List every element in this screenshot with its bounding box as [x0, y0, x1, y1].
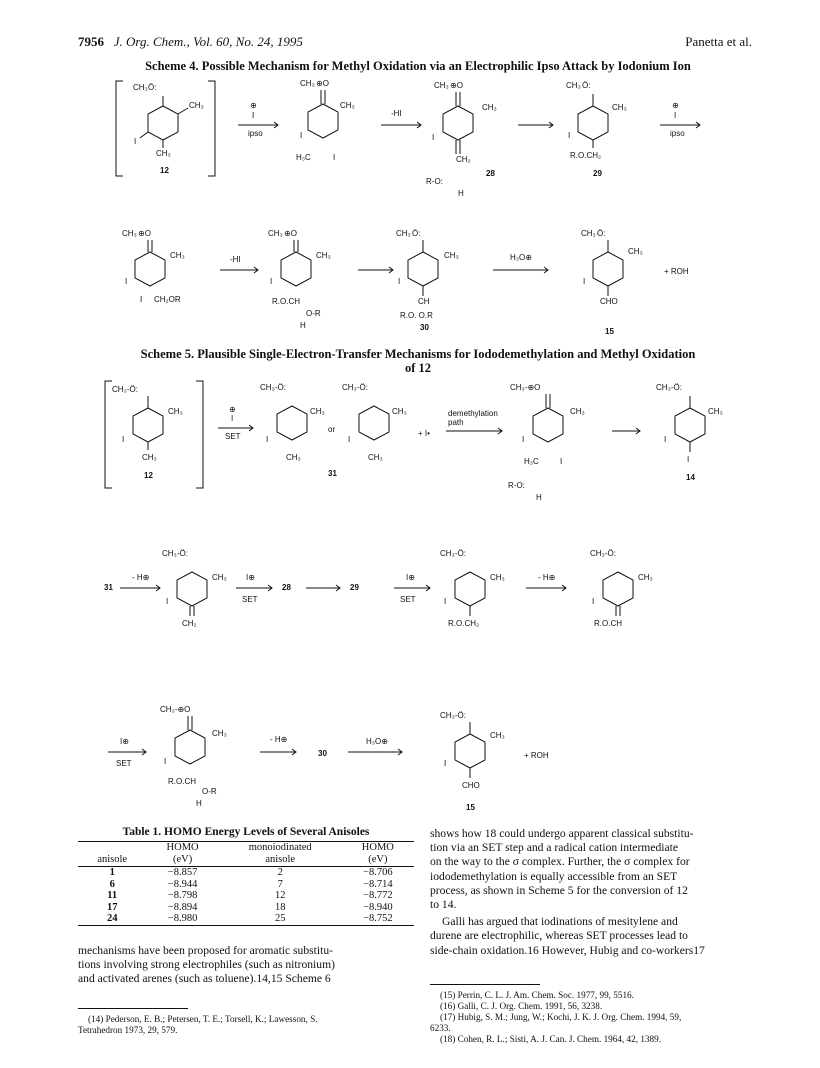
- svg-text:O-R: O-R: [202, 787, 217, 796]
- svg-text:I: I: [166, 597, 169, 606]
- svg-text:I: I: [270, 277, 273, 286]
- svg-text:CH₃: CH₃: [212, 729, 227, 738]
- svg-text:R.O.CH₂: R.O.CH₂: [570, 151, 602, 160]
- svg-text:CH₃: CH₃: [570, 407, 585, 416]
- svg-text:+ ROH: + ROH: [524, 751, 549, 760]
- svg-text:I: I: [300, 131, 303, 140]
- scheme5-compound-15: [440, 711, 505, 812]
- svg-text:H₃C: H₃C: [296, 153, 311, 162]
- svg-text:CH₂OR: CH₂OR: [154, 295, 181, 304]
- table1-title: Table 1. HOMO Energy Levels of Several Anisoles: [122, 826, 370, 838]
- svg-text:or: or: [328, 425, 336, 434]
- svg-text:CH₃: CH₃: [133, 83, 148, 92]
- scheme4-compound-29: [566, 81, 627, 178]
- svg-text:I: I: [674, 111, 677, 120]
- svg-text:CH₃: CH₃: [310, 407, 325, 416]
- svg-text:CH₃-Ö:: CH₃-Ö:: [590, 549, 616, 558]
- page-header: [78, 34, 303, 50]
- svg-text:31: 31: [328, 469, 337, 478]
- col-anisole-h1: [78, 842, 146, 854]
- scheme4-oxocarbenium: [268, 229, 331, 330]
- footnote-rule-right: [430, 984, 540, 985]
- svg-text:CH₃-Ö:: CH₃-Ö:: [342, 383, 368, 392]
- svg-text:I⊕: I⊕: [246, 573, 255, 582]
- svg-text:- H⊕: - H⊕: [270, 735, 288, 744]
- svg-text:12: 12: [160, 166, 169, 175]
- scheme5-oxocarbenium: [160, 705, 227, 808]
- svg-text:I: I: [444, 597, 447, 606]
- page-number: 7956: [78, 34, 104, 49]
- svg-text:I: I: [231, 414, 234, 423]
- svg-text:CH₃: CH₃: [628, 247, 643, 256]
- svg-text:R.O.CH: R.O.CH: [272, 297, 300, 306]
- col-mono-h1: monoiodinated: [248, 842, 312, 853]
- scheme5-oxidized-radical-cation: [440, 549, 505, 628]
- svg-text:I: I: [444, 759, 447, 768]
- svg-text:28: 28: [282, 583, 291, 592]
- footnote-rule-left: [78, 1008, 188, 1009]
- svg-text:CH₃-Ö:: CH₃-Ö:: [112, 385, 138, 394]
- svg-text:CH₃: CH₃: [444, 251, 459, 260]
- svg-text:CH₃-⊕O: CH₃-⊕O: [510, 383, 541, 392]
- svg-text:⊕O: ⊕O: [316, 79, 329, 88]
- scheme4-title: Scheme 4. Possible Mechanism for Methyl Oxidation via an Electrophilic Ipso Attack by Iodonium Ion: [145, 59, 691, 73]
- svg-text:CH₃: CH₃: [340, 101, 355, 110]
- right-column-text: shows how 18 could undergo apparent classical substitu- tion via an SET step and a radical cation intermediate on the way to the σ complex. Further, the σ complex for iododemethylation is equally accessible from an SET process, as shown in Scheme 5 for the conversion of 12 to 14. Galli has argued that iodinations of mesitylene and durene are electrophilic, whereas SET processes lead to side-chain oxidation.16 However, Hubig and co-workers17: [430, 827, 705, 957]
- svg-text:Ö:: Ö:: [582, 81, 591, 90]
- svg-text:CH₂: CH₂: [182, 619, 197, 628]
- svg-text:CH₃: CH₃: [434, 81, 449, 90]
- svg-text:CH₃: CH₃: [638, 573, 653, 582]
- scheme4-diagram: [78, 76, 758, 346]
- svg-text:CH₃-Ö:: CH₃-Ö:: [656, 383, 682, 392]
- svg-text:R.O. O.R: R.O. O.R: [400, 311, 433, 320]
- svg-text:I: I: [664, 435, 667, 444]
- footnotes-right: (15) Perrin, C. L. J. Am. Chem. Soc. 1977, 99, 5516. (16) Galli, C. J. Org. Chem. 1991, 56, 3238. (17) Hubig, S. M.; Jung, W.; Kochi, J. K. J. Org. Chem. 1994, 59, 6233. (18) Cohen, R. L.; Sisti, A. J. Can. J. Chem. 1964, 42, 1389.: [430, 990, 682, 1044]
- svg-text:CH₃: CH₃: [300, 79, 315, 88]
- scheme4-compound-28: [426, 81, 497, 198]
- svg-text:H: H: [536, 493, 542, 502]
- journal-citation: J. Org. Chem., Vol. 60, No. 24, 1995: [113, 34, 303, 49]
- svg-text:⊕: ⊕: [672, 101, 679, 110]
- svg-text:I: I: [568, 131, 571, 140]
- svg-text:CH₂: CH₂: [456, 155, 471, 164]
- svg-text:I: I: [266, 435, 269, 444]
- svg-text:CH₃: CH₃: [268, 229, 283, 238]
- scheme5-benzyl-radical: [162, 549, 227, 628]
- svg-text:29: 29: [593, 169, 602, 178]
- svg-text:I⊕: I⊕: [406, 573, 415, 582]
- table1-grid: [78, 842, 414, 926]
- svg-text:CH₃-Ö:: CH₃-Ö:: [162, 549, 188, 558]
- svg-text:H: H: [196, 799, 202, 808]
- svg-text:CH₃: CH₃: [612, 103, 627, 112]
- svg-text:R-O:: R-O:: [426, 177, 443, 186]
- svg-text:28: 28: [486, 169, 495, 178]
- table-row: 6 −8.944 7 −8.714: [109, 878, 393, 890]
- svg-text:path: path: [448, 418, 464, 427]
- scheme5-diagram: [78, 376, 758, 816]
- col-homo: (eV): [172, 854, 193, 865]
- scheme5-title: Scheme 5. Plausible Single-Electron-Transfer Mechanisms for Iododemethylation and Methyl Oxidation of 12: [140, 347, 696, 375]
- svg-text:CHO: CHO: [600, 297, 618, 306]
- scheme4-sigma-complex: [296, 79, 355, 162]
- svg-text:SET: SET: [116, 759, 132, 768]
- table-row: 24 −8.980 25 −8.752: [106, 913, 393, 924]
- scheme4-compound-15: [581, 229, 643, 336]
- svg-text:I: I: [134, 137, 137, 146]
- scheme4-compound-12: [133, 83, 204, 175]
- svg-text:CH₃: CH₃: [168, 407, 183, 416]
- svg-text:R.O.CH₂: R.O.CH₂: [448, 619, 480, 628]
- svg-text:I: I: [333, 153, 336, 162]
- svg-text:R.O.CH: R.O.CH: [168, 777, 196, 786]
- svg-text:CH₃: CH₃: [156, 149, 171, 158]
- svg-text:CH₃: CH₃: [482, 103, 497, 112]
- svg-text:⊕: ⊕: [229, 405, 236, 414]
- table-row: 17 −8.894 18 −8.940: [106, 901, 393, 913]
- scheme5-radical-cation-a: [260, 383, 325, 462]
- table-row: 11 −8.798 12 −8.772: [107, 890, 393, 901]
- left-column-text: mechanisms have been proposed for aromatic substitu- tions involving strong electrophiles (such as nitronium) and activated arenes (such as toluene).14,15 Scheme 6: [78, 944, 335, 986]
- svg-text:Ö:: Ö:: [597, 229, 606, 238]
- scheme4-compound-30: [396, 229, 459, 332]
- svg-text:14: 14: [686, 473, 695, 482]
- scheme5-compound-12: [112, 385, 183, 480]
- svg-text:CHO: CHO: [462, 781, 480, 790]
- svg-text:CH₃: CH₃: [490, 731, 505, 740]
- svg-text:Ö:: Ö:: [148, 83, 157, 92]
- svg-text:CH₃: CH₃: [212, 573, 227, 582]
- svg-text:30: 30: [420, 323, 429, 332]
- svg-text:12: 12: [144, 471, 153, 480]
- svg-text:30: 30: [318, 749, 327, 758]
- svg-text:31: 31: [104, 583, 113, 592]
- svg-text:H: H: [458, 189, 464, 198]
- svg-text:ipso: ipso: [670, 129, 685, 138]
- svg-text:⊕: ⊕: [250, 101, 257, 110]
- svg-text:R-O:: R-O:: [508, 481, 525, 490]
- svg-text:CH₃: CH₃: [581, 229, 596, 238]
- svg-text:+ ROH: + ROH: [664, 267, 689, 276]
- svg-text:⊕O: ⊕O: [450, 81, 463, 90]
- col-homo2-h1: HOMO: [361, 842, 394, 853]
- svg-text:CH₃: CH₃: [122, 229, 137, 238]
- svg-text:CH₃-Ö:: CH₃-Ö:: [260, 383, 286, 392]
- svg-text:15: 15: [466, 803, 475, 812]
- footnotes-left: (14) Pederson, E. B.; Petersen, T. E.; Torsell, K.; Lawesson, S. Tetrahedron 1973, 29, 579.: [78, 1014, 318, 1035]
- svg-text:- H⊕: - H⊕: [538, 573, 556, 582]
- running-authors: Panetta et al.: [685, 34, 752, 49]
- svg-text:H₃O⊕: H₃O⊕: [366, 737, 388, 746]
- svg-text:CH₃-⊕O: CH₃-⊕O: [160, 705, 191, 714]
- svg-text:CH₃: CH₃: [396, 229, 411, 238]
- svg-text:H: H: [300, 321, 306, 330]
- svg-text:SET: SET: [242, 595, 258, 604]
- svg-text:CH₃: CH₃: [708, 407, 723, 416]
- svg-text:⊕O: ⊕O: [138, 229, 151, 238]
- table1: [78, 826, 414, 926]
- svg-text:I: I: [432, 133, 435, 142]
- scheme5-radical-cation-b: [342, 383, 407, 462]
- svg-text:CH₃-Ö:: CH₃-Ö:: [440, 711, 466, 720]
- scheme5-sigma-complex: [508, 383, 585, 502]
- svg-text:CH₃: CH₃: [170, 251, 185, 260]
- svg-text:I: I: [583, 277, 586, 286]
- svg-text:CH₃: CH₃: [368, 453, 383, 462]
- svg-text:⊕O: ⊕O: [284, 229, 297, 238]
- svg-text:H₃O⊕: H₃O⊕: [510, 253, 532, 262]
- svg-text:I: I: [592, 597, 595, 606]
- svg-text:CH: CH: [418, 297, 430, 306]
- scheme4-ipso-adduct: [122, 229, 185, 304]
- svg-text:O-R: O-R: [306, 309, 321, 318]
- col-homo2: (eV): [368, 854, 388, 865]
- svg-text:15: 15: [605, 327, 614, 336]
- svg-text:-HI: -HI: [391, 109, 402, 118]
- scheme5-alkoxybenzyl-radical: [590, 549, 653, 628]
- svg-text:ipso: ipso: [248, 129, 263, 138]
- svg-text:CH₃-Ö:: CH₃-Ö:: [440, 549, 466, 558]
- svg-text:CH₃: CH₃: [142, 453, 157, 462]
- svg-text:I: I: [560, 457, 563, 466]
- col-homo-h1: HOMO: [166, 842, 199, 853]
- svg-text:R.O.CH: R.O.CH: [594, 619, 622, 628]
- col-mono: anisole: [265, 854, 296, 865]
- svg-text:I: I: [125, 277, 128, 286]
- svg-text:+ I•: + I•: [418, 429, 430, 438]
- svg-text:I: I: [522, 435, 525, 444]
- svg-text:Ö:: Ö:: [412, 229, 421, 238]
- svg-text:demethylation: demethylation: [448, 409, 498, 418]
- svg-text:H₃C: H₃C: [524, 457, 539, 466]
- table-row: 1 −8.857 2 −8.706: [109, 867, 393, 878]
- col-anisole: anisole: [97, 854, 128, 865]
- svg-text:29: 29: [350, 583, 359, 592]
- svg-text:I: I: [252, 111, 255, 120]
- svg-text:SET: SET: [400, 595, 416, 604]
- svg-text:- H⊕: - H⊕: [132, 573, 150, 582]
- svg-text:CH₃: CH₃: [566, 81, 581, 90]
- svg-text:-HI: -HI: [230, 255, 241, 264]
- svg-text:I: I: [164, 757, 167, 766]
- svg-text:I: I: [122, 435, 125, 444]
- svg-text:I⊕: I⊕: [120, 737, 129, 746]
- svg-text:CH₃: CH₃: [286, 453, 301, 462]
- svg-text:CH₃: CH₃: [189, 101, 204, 110]
- svg-text:I: I: [140, 295, 143, 304]
- svg-text:I: I: [398, 277, 401, 286]
- svg-text:I: I: [687, 455, 690, 464]
- svg-text:I: I: [348, 435, 351, 444]
- svg-text:CH₃: CH₃: [316, 251, 331, 260]
- svg-text:CH₃: CH₃: [392, 407, 407, 416]
- svg-text:CH₃: CH₃: [490, 573, 505, 582]
- svg-text:SET: SET: [225, 432, 241, 441]
- scheme5-compound-14: [656, 383, 723, 482]
